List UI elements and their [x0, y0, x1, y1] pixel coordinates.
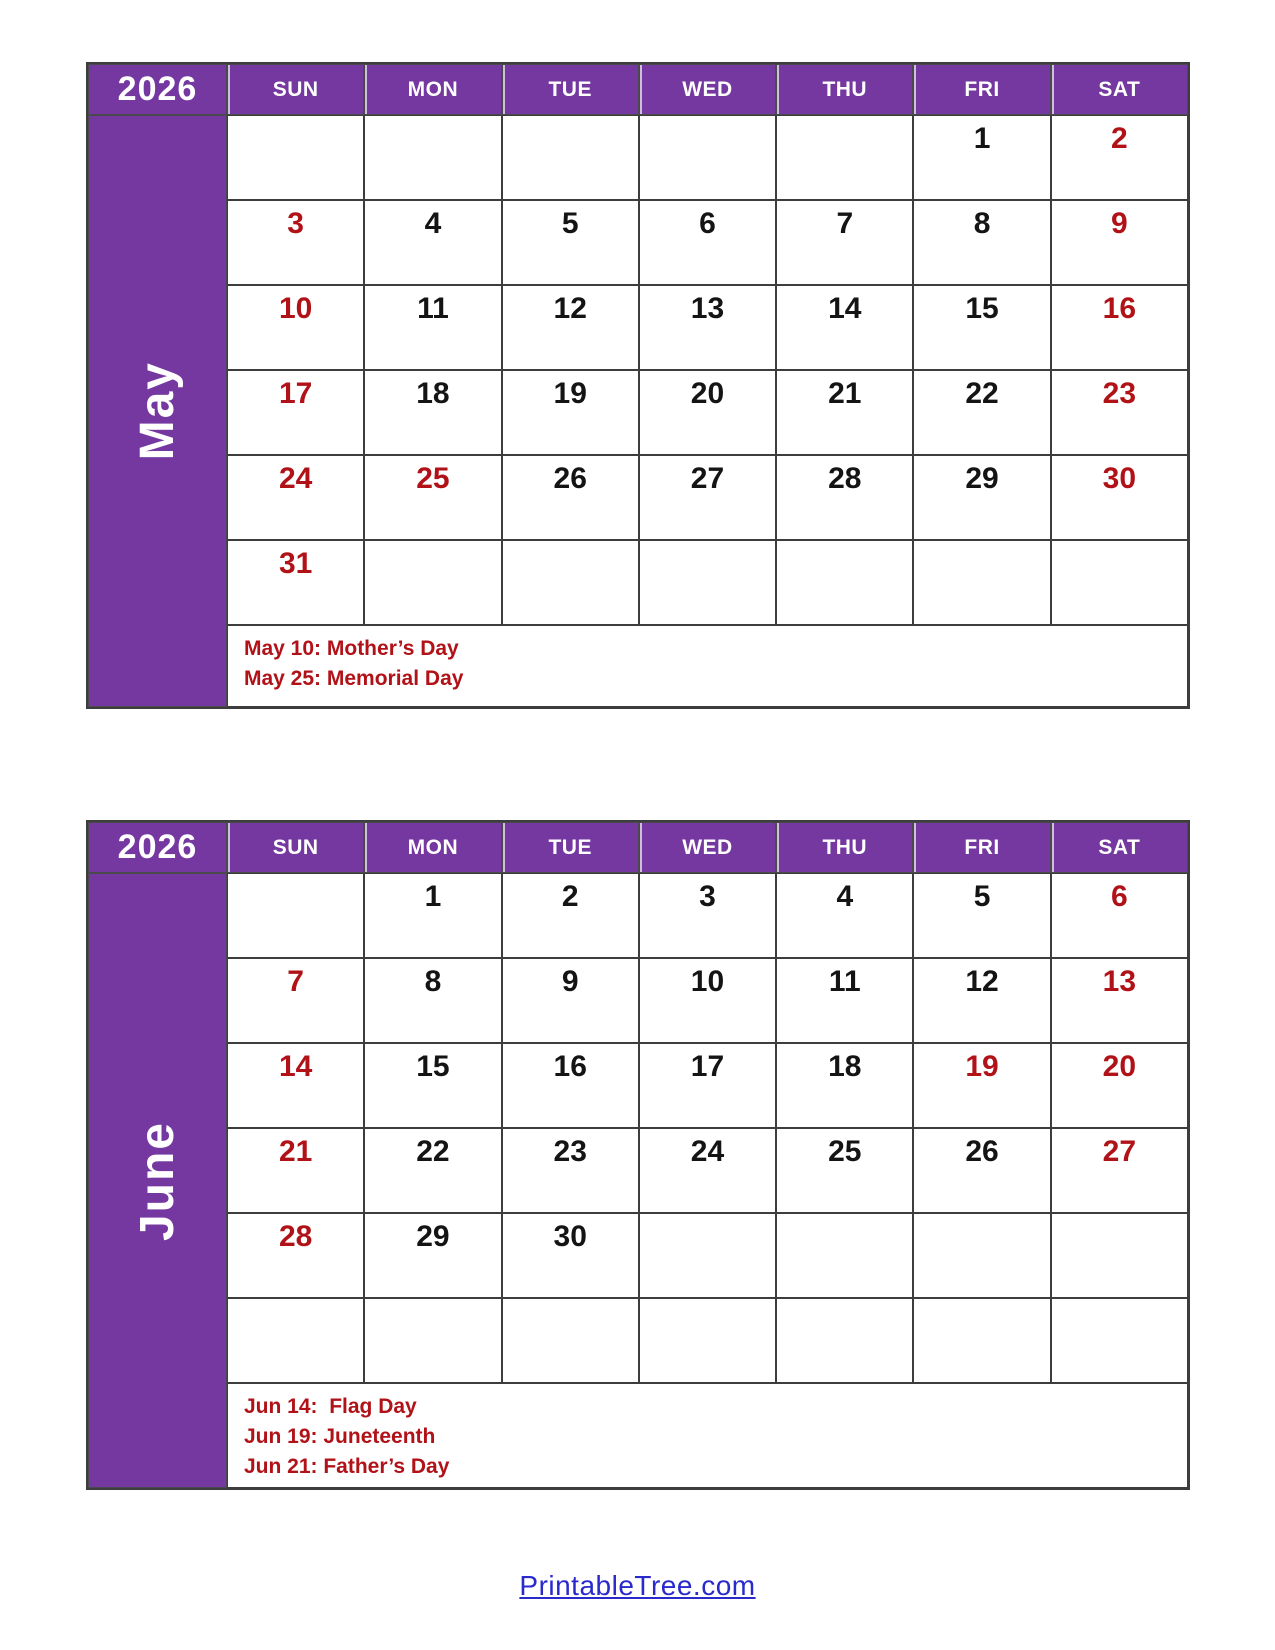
date-number: 27 — [690, 462, 725, 495]
date-cell-26 — [502, 455, 639, 540]
year-label: 2026 — [88, 822, 227, 873]
empty-date-cell — [913, 1298, 1050, 1383]
date-number: 22 — [416, 1135, 450, 1168]
day-header-tue: TUE — [502, 822, 639, 873]
date-cell-8 — [364, 958, 501, 1043]
date-cell-28 — [227, 1213, 364, 1298]
date-cell-27 — [639, 455, 776, 540]
date-number: 19 — [965, 1050, 999, 1083]
date-cell-4 — [776, 873, 913, 958]
date-cell-8 — [913, 200, 1050, 285]
date-number: 8 — [973, 207, 991, 240]
date-cell-2 — [502, 873, 639, 958]
date-number: 3 — [699, 880, 716, 913]
date-number: 4 — [424, 207, 442, 240]
day-header-fri: FRI — [913, 64, 1050, 115]
date-cell-6 — [639, 200, 776, 285]
date-number: 5 — [973, 880, 991, 913]
empty-date-cell — [776, 1298, 913, 1383]
year-label: 2026 — [88, 64, 227, 115]
date-number: 1 — [973, 122, 991, 155]
date-cell-19 — [913, 1043, 1050, 1128]
date-cell-20 — [1051, 1043, 1188, 1128]
date-cell-15 — [913, 285, 1050, 370]
date-number: 5 — [561, 207, 579, 240]
date-cell-12 — [502, 285, 639, 370]
date-number: 17 — [278, 377, 313, 410]
holiday-entry: May 25: Memorial Day — [244, 666, 464, 690]
date-cell-5 — [502, 200, 639, 285]
empty-date-cell — [776, 540, 913, 625]
day-header-mon: MON — [364, 64, 501, 115]
date-number: 9 — [1111, 207, 1128, 240]
date-number: 28 — [278, 1220, 313, 1253]
date-cell-13 — [1051, 958, 1188, 1043]
empty-date-cell — [364, 115, 501, 200]
date-number: 30 — [1102, 462, 1137, 495]
date-number: 13 — [690, 292, 725, 325]
date-cell-28 — [776, 455, 913, 540]
empty-date-cell — [502, 1298, 639, 1383]
date-cell-27 — [1051, 1128, 1188, 1213]
empty-date-cell — [1051, 1213, 1188, 1298]
date-cell-5 — [913, 873, 1050, 958]
date-cell-25 — [364, 455, 501, 540]
date-number: 16 — [1102, 292, 1137, 325]
holiday-entry: May 10: Mother’s Day — [244, 637, 459, 660]
printabletree-link[interactable]: PrintableTree.com — [519, 1570, 756, 1602]
date-cell-13 — [639, 285, 776, 370]
empty-date-cell — [776, 115, 913, 200]
empty-date-cell — [227, 115, 364, 200]
date-cell-14 — [227, 1043, 364, 1128]
month-label: June — [130, 1120, 184, 1241]
holiday-entry: Jun 14: Flag Day — [244, 1395, 417, 1418]
date-cell-30 — [502, 1213, 639, 1298]
date-cell-30 — [1051, 455, 1188, 540]
date-cell-3 — [227, 200, 364, 285]
date-number: 12 — [965, 965, 999, 998]
day-header-wed: WED — [639, 822, 776, 873]
empty-date-cell — [913, 540, 1050, 625]
date-cell-6 — [1051, 873, 1188, 958]
calendar-grid-may — [86, 62, 1190, 709]
date-number: 22 — [965, 377, 999, 410]
date-cell-29 — [364, 1213, 501, 1298]
date-cell-17 — [227, 370, 364, 455]
date-cell-16 — [502, 1043, 639, 1128]
empty-date-cell — [364, 1298, 501, 1383]
day-header-thu: THU — [776, 822, 913, 873]
date-number: 20 — [690, 377, 725, 410]
calendar-grid-june — [86, 820, 1190, 1490]
holiday-list — [227, 625, 1188, 707]
date-number: 21 — [278, 1135, 313, 1168]
date-number: 24 — [690, 1135, 725, 1168]
date-number: 18 — [828, 1050, 862, 1083]
empty-date-cell — [502, 115, 639, 200]
date-cell-18 — [776, 1043, 913, 1128]
date-number: 29 — [416, 1220, 450, 1253]
date-number: 26 — [965, 1135, 999, 1168]
day-header-mon: MON — [364, 822, 501, 873]
footer — [0, 1570, 1275, 1602]
day-header-thu: THU — [776, 64, 913, 115]
date-cell-20 — [639, 370, 776, 455]
date-cell-10 — [639, 958, 776, 1043]
date-cell-22 — [364, 1128, 501, 1213]
calendar-june — [86, 820, 1190, 1490]
date-cell-11 — [364, 285, 501, 370]
date-cell-7 — [227, 958, 364, 1043]
date-number: 29 — [965, 462, 999, 495]
date-number: 4 — [836, 880, 854, 913]
date-number: 7 — [836, 207, 854, 240]
day-header-wed: WED — [639, 64, 776, 115]
date-number: 30 — [553, 1220, 587, 1253]
date-cell-23 — [502, 1128, 639, 1213]
date-number: 7 — [287, 965, 304, 998]
empty-date-cell — [776, 1213, 913, 1298]
date-cell-18 — [364, 370, 501, 455]
date-number: 18 — [416, 377, 450, 410]
date-number: 19 — [553, 377, 587, 410]
date-cell-9 — [502, 958, 639, 1043]
date-cell-7 — [776, 200, 913, 285]
date-number: 24 — [278, 462, 313, 495]
date-cell-10 — [227, 285, 364, 370]
date-cell-3 — [639, 873, 776, 958]
empty-date-cell — [227, 1298, 364, 1383]
date-number: 26 — [553, 462, 587, 495]
date-number: 15 — [416, 1050, 450, 1083]
empty-date-cell — [639, 1298, 776, 1383]
date-number: 12 — [553, 292, 587, 325]
date-number: 15 — [965, 292, 999, 325]
month-sidebar — [88, 873, 227, 1488]
date-number: 21 — [828, 377, 862, 410]
date-number: 1 — [424, 880, 442, 913]
holiday-list — [227, 1383, 1188, 1488]
empty-date-cell — [639, 540, 776, 625]
date-number: 16 — [553, 1050, 587, 1083]
date-number: 28 — [828, 462, 862, 495]
date-cell-1 — [364, 873, 501, 958]
day-header-tue: TUE — [502, 64, 639, 115]
date-number: 23 — [1102, 377, 1137, 410]
date-number: 6 — [1111, 880, 1128, 913]
day-header-fri: FRI — [913, 822, 1050, 873]
day-header-sun: SUN — [227, 64, 364, 115]
month-sidebar — [88, 115, 227, 707]
date-number: 2 — [561, 880, 579, 913]
date-cell-23 — [1051, 370, 1188, 455]
date-number: 10 — [690, 965, 725, 998]
date-cell-26 — [913, 1128, 1050, 1213]
date-number: 14 — [828, 292, 862, 325]
date-cell-17 — [639, 1043, 776, 1128]
month-label: May — [130, 361, 184, 461]
empty-date-cell — [639, 1213, 776, 1298]
holiday-entry: Jun 21: Father’s Day — [244, 1454, 450, 1478]
date-cell-1 — [913, 115, 1050, 200]
holiday-entry: Jun 19: Juneteenth — [244, 1424, 436, 1448]
empty-date-cell — [1051, 540, 1188, 625]
date-number: 10 — [278, 292, 313, 325]
day-header-sun: SUN — [227, 822, 364, 873]
empty-date-cell — [639, 115, 776, 200]
day-header-sat: SAT — [1051, 64, 1188, 115]
date-cell-21 — [776, 370, 913, 455]
date-number: 25 — [416, 462, 450, 495]
date-number: 23 — [553, 1135, 587, 1168]
date-number: 14 — [278, 1050, 313, 1083]
date-cell-16 — [1051, 285, 1188, 370]
date-number: 20 — [1102, 1050, 1137, 1083]
date-cell-19 — [502, 370, 639, 455]
date-number: 9 — [561, 965, 579, 998]
date-cell-29 — [913, 455, 1050, 540]
date-number: 31 — [278, 547, 313, 580]
date-cell-9 — [1051, 200, 1188, 285]
day-header-sat: SAT — [1051, 822, 1188, 873]
date-number: 8 — [424, 965, 442, 998]
date-cell-22 — [913, 370, 1050, 455]
date-number: 25 — [828, 1135, 862, 1168]
empty-date-cell — [227, 873, 364, 958]
date-cell-31 — [227, 540, 364, 625]
date-number: 11 — [417, 292, 449, 325]
date-cell-25 — [776, 1128, 913, 1213]
date-number: 3 — [287, 207, 304, 240]
date-number: 13 — [1102, 965, 1137, 998]
date-cell-21 — [227, 1128, 364, 1213]
empty-date-cell — [364, 540, 501, 625]
date-cell-24 — [639, 1128, 776, 1213]
date-cell-24 — [227, 455, 364, 540]
calendar-may — [86, 62, 1190, 709]
date-cell-15 — [364, 1043, 501, 1128]
date-cell-2 — [1051, 115, 1188, 200]
date-number: 6 — [699, 207, 716, 240]
date-cell-14 — [776, 285, 913, 370]
date-cell-12 — [913, 958, 1050, 1043]
date-number: 11 — [828, 965, 861, 998]
date-number: 27 — [1102, 1135, 1137, 1168]
date-number: 17 — [690, 1050, 725, 1083]
date-number: 2 — [1111, 122, 1128, 155]
empty-date-cell — [502, 540, 639, 625]
date-cell-11 — [776, 958, 913, 1043]
empty-date-cell — [1051, 1298, 1188, 1383]
date-cell-4 — [364, 200, 501, 285]
empty-date-cell — [913, 1213, 1050, 1298]
